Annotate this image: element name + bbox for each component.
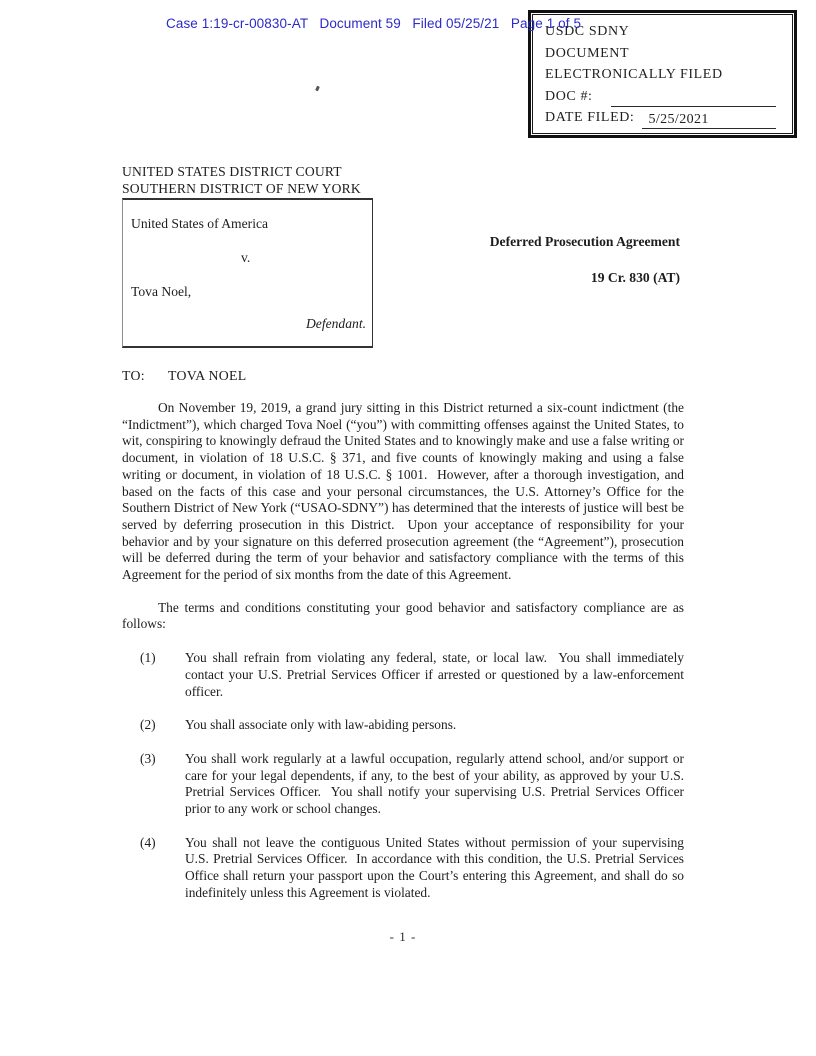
court-heading	[122, 164, 361, 198]
stamp-electronically-filed: ELECTRONICALLY FILED	[545, 67, 723, 82]
caption-versus: v.	[241, 250, 251, 265]
court-heading-line1: UNITED STATES DISTRICT COURT	[122, 164, 342, 179]
condition-item	[122, 750, 688, 818]
paragraph-indictment: On November 19, 2019, a grand jury sitting in this District returned a six-count indictment (the “Indictment”), which charged Tova Noel (“you”) with committing offenses against the United States, to wit, conspiring to knowingly defraud the United States and to knowingly make and use a false writing or document, in violation of 18 U.S.C. § 371, and five counts of knowingly making and using a false writing or document, in violation of 18 U.S.C. § 1001. However, after a thorough investigation, and based on the facts of this case and your personal circumstances, the U.S. Attorney’s Office for the Southern District of New York (“USAO-SDNY”) has determined that the interests of justice will best be served by deferring prosecution in this District. Upon your acceptance of responsibility for your behavior and by your signature on this deferred prosecution agreement (the “Agreement”), prosecution will be deferred during the term of your behavior and satisfactory compliance with the terms of this Agreement for the period of six months from the date of this Agreement.	[122, 400, 688, 583]
stamp-document-label: DOCUMENT	[545, 45, 630, 61]
addressee-to-label: TO:	[122, 368, 145, 383]
body-text	[122, 400, 688, 919]
paragraph-terms-intro: The terms and conditions constituting your good behavior and satisfactory compliance are as follows:	[122, 599, 688, 632]
agreement-title: Deferred Prosecution Agreement	[489, 234, 680, 249]
stamp-court-name: USDC SDNY	[545, 24, 630, 39]
stamp-date-filed-row	[545, 107, 780, 129]
pacer-case-header: Case 1:19-cr-00830-AT Document 59 Filed 05/25/21 Page 1 of 5	[166, 16, 582, 31]
page-number: - 1 -	[389, 929, 417, 944]
caption-plaintiff: United States of America	[131, 216, 269, 231]
stamp-date-filed-label: DATE FILED:	[545, 110, 635, 125]
stamp-date-filed-value: 5/25/2021	[642, 109, 776, 129]
condition-text: You shall associate only with law-abiding persons.	[185, 717, 457, 733]
condition-number: (1)	[140, 650, 156, 666]
condition-text: You shall refrain from violating any federal, state, or local law. You shall immediately contact your U.S. Pretrial Services Officer if arrested or questioned by a law-enforcement officer.	[185, 650, 688, 699]
addressee-line	[122, 368, 246, 384]
condition-text: You shall work regularly at a lawful occupation, regularly attend school, and/or support or care for your legal dependents, if any, to the best of your ability, as approved by your U.S. Pretrial Services Officer. You shall notify your supervising U.S. Pretrial Services Officer prior to any work or school changes.	[185, 750, 688, 817]
addressee-name: TOVA NOEL	[168, 368, 247, 383]
filing-stamp-inner	[532, 14, 793, 134]
caption-defendant-name: Tova Noel,	[131, 284, 192, 299]
stamp-doc-number-row	[545, 86, 780, 108]
condition-item	[122, 834, 688, 902]
condition-text: You shall not leave the contiguous United States without permission of your supervising U.S. Pretrial Services Officer. In accordance with this condition, the U.S. Pretrial Services Office shall return your passport upon the Court’s entering this Agreement, and shall do so indefinitely unless this Agreement is violated.	[185, 834, 688, 900]
scan-artifact-speck	[315, 86, 320, 92]
condition-number: (2)	[140, 717, 156, 733]
condition-number: (4)	[140, 834, 156, 850]
stamp-doc-number-label: DOC #:	[545, 88, 593, 104]
condition-number: (3)	[140, 750, 156, 766]
condition-item	[122, 650, 688, 700]
court-heading-line2: SOUTHERN DISTRICT OF NEW YORK	[122, 180, 361, 196]
document-title-block	[490, 234, 680, 286]
case-number: 19 Cr. 830 (AT)	[590, 270, 680, 285]
stamp-doc-number-blank	[611, 87, 776, 107]
condition-item	[122, 717, 684, 734]
caption-defendant-label: Defendant.	[305, 316, 366, 331]
case-caption-box	[122, 198, 373, 348]
